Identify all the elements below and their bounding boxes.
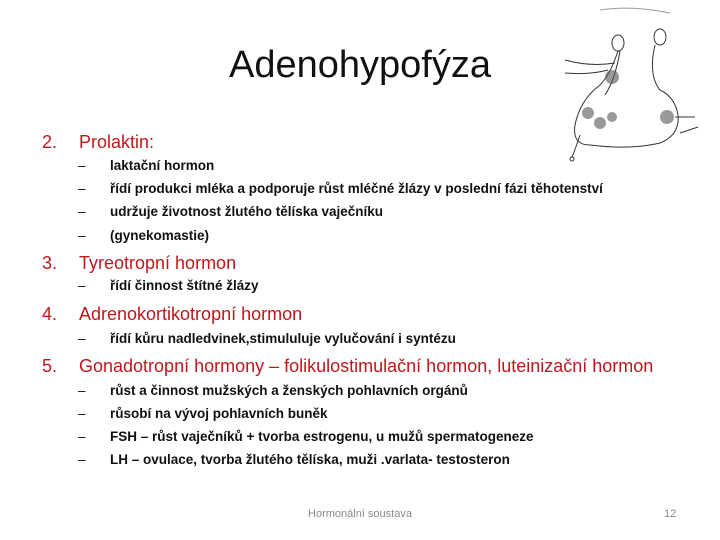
list-item: – řídí kůru nadledvinek,stimululuje vylučování i syntézu bbox=[78, 331, 456, 346]
page-number: 12 bbox=[664, 508, 677, 520]
pituitary-diagram bbox=[560, 5, 710, 165]
list-item: – růsobí na vývoj pohlavních buněk bbox=[78, 406, 328, 421]
section-heading-tyreotropni: 3. Tyreotropní hormon bbox=[42, 253, 237, 273]
slide-footer: Hormonální soustava bbox=[308, 508, 412, 520]
list-item: – růst a činnost mužských a ženských pohlavních orgánů bbox=[78, 383, 468, 398]
slide-title: Adenohypofýza bbox=[229, 44, 491, 86]
list-item: – laktační hormon bbox=[78, 158, 215, 173]
list-item: – (gynekomastie) bbox=[78, 228, 210, 243]
list-item: – udržuje životnost žlutého tělíska vaječníku bbox=[78, 204, 384, 219]
section-heading-gonadotropni: 5. Gonadotropní hormony – folikulostimulační hormon, luteinizační hormon bbox=[42, 356, 654, 376]
section-heading-prolaktin: 2. Prolaktin: bbox=[42, 132, 155, 152]
list-item: – LH – ovulace, tvorba žlutého tělíska, muži .varlata- testosteron bbox=[78, 452, 510, 467]
list-item: – řídí produkci mléka a podporuje růst mléčné žlázy v poslední fázi těhotenství bbox=[78, 181, 603, 196]
list-item: – FSH – růst vaječníků + tvorba estrogenu, u mužů spermatogeneze bbox=[78, 429, 534, 444]
list-item: – řídí činnost štítné žlázy bbox=[78, 278, 259, 293]
section-heading-adrenokortikotropni: 4. Adrenokortikotropní hormon bbox=[42, 304, 303, 324]
